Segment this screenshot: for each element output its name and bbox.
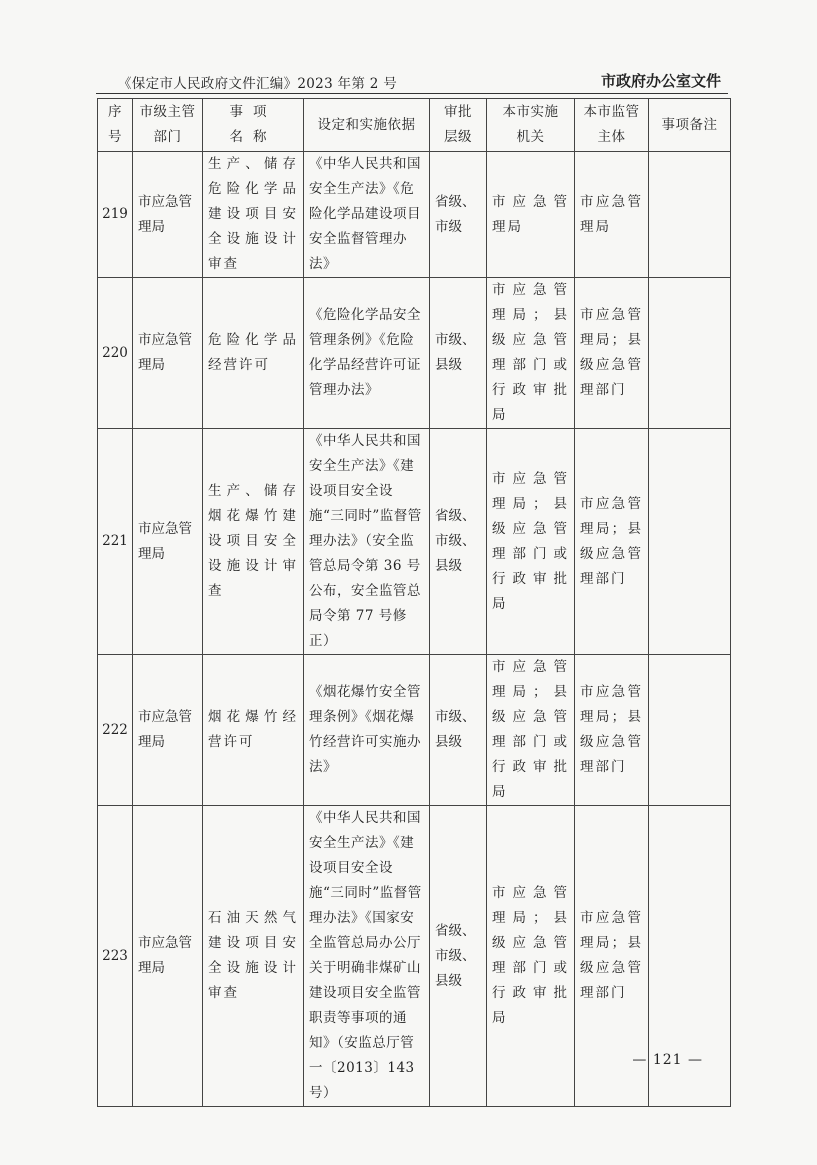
row-item: 生产、储存危险化学品建设项目安全设施设计审查 [203,152,304,278]
row-level: 市级、县级 [430,655,487,806]
row-dept: 市应急管理局 [133,429,203,655]
approval-items-table [97,98,731,1107]
row-number: 222 [98,655,133,806]
col-header-basis: 设定和实施依据 [304,99,430,152]
page-number: — 121 — [632,1052,703,1068]
table-row [98,429,731,655]
row-level: 省级、市级、县级 [430,806,487,1107]
col-header-level: 审批层级 [430,99,487,152]
row-note [649,278,731,429]
row-regulator: 市应急管理局；县级应急管理部门 [575,278,649,429]
header-rule [96,93,728,94]
row-level: 省级、市级、县级 [430,429,487,655]
row-regulator: 市应急管理局；县级应急管理部门 [575,429,649,655]
row-number: 219 [98,152,133,278]
row-item: 危险化学品经营许可 [203,278,304,429]
table-header-row [98,99,731,152]
issuer-label: 市政府办公室文件 [600,72,721,90]
table-row [98,152,731,278]
row-number: 223 [98,806,133,1107]
row-regulator: 市应急管理局 [575,152,649,278]
row-note [649,429,731,655]
row-dept: 市应急管理局 [133,655,203,806]
col-header-no: 序号 [98,99,133,152]
table-row [98,655,731,806]
col-header-organ: 本市实施机关 [487,99,575,152]
row-dept: 市应急管理局 [133,278,203,429]
row-number: 220 [98,278,133,429]
col-header-regulator: 本市监管主体 [575,99,649,152]
document-series-title: 《保定市人民政府文件汇编》2023 年第 2 号 [118,76,398,92]
row-regulator: 市应急管理局；县级应急管理部门 [575,655,649,806]
row-item: 石油天然气建设项目安全设施设计审查 [203,806,304,1107]
row-level: 省级、市级 [430,152,487,278]
row-basis: 《中华人民共和国安全生产法》《建设项目安全设施“三同时”监督管理办法》（安全监管总局令第 36 号公布，安全监管总局令第 77 号修正） [304,429,430,655]
row-basis: 《中华人民共和国安全生产法》《建设项目安全设施“三同时”监督管理办法》《国家安全监管总局办公厅关于明确非煤矿山建设项目安全监管职责等事项的通知》（安监总厅管一〔2013〕143 号） [304,806,430,1107]
row-basis: 《中华人民共和国安全生产法》《危险化学品建设项目安全监督管理办法》 [304,152,430,278]
col-header-dept: 市级主管部门 [133,99,203,152]
row-regulator: 市应急管理局；县级应急管理部门 [575,806,649,1107]
row-number: 221 [98,429,133,655]
row-dept: 市应急管理局 [133,806,203,1107]
row-organ: 市应急管理局 [487,152,575,278]
row-level: 市级、县级 [430,278,487,429]
col-header-item: 事项名称 [203,99,304,152]
col-header-note: 事项备注 [649,99,731,152]
row-organ: 市应急管理局；县级应急管理部门或行政审批局 [487,429,575,655]
row-note [649,655,731,806]
row-basis: 《危险化学品安全管理条例》《危险化学品经营许可证管理办法》 [304,278,430,429]
row-note [649,152,731,278]
row-basis: 《烟花爆竹安全管理条例》《烟花爆竹经营许可实施办法》 [304,655,430,806]
row-item: 烟花爆竹经营许可 [203,655,304,806]
row-dept: 市应急管理局 [133,152,203,278]
row-organ: 市应急管理局；县级应急管理部门或行政审批局 [487,278,575,429]
table-row [98,278,731,429]
row-item: 生产、储存烟花爆竹建设项目安全设施设计审查 [203,429,304,655]
row-organ: 市应急管理局；县级应急管理部门或行政审批局 [487,806,575,1107]
row-organ: 市应急管理局；县级应急管理部门或行政审批局 [487,655,575,806]
